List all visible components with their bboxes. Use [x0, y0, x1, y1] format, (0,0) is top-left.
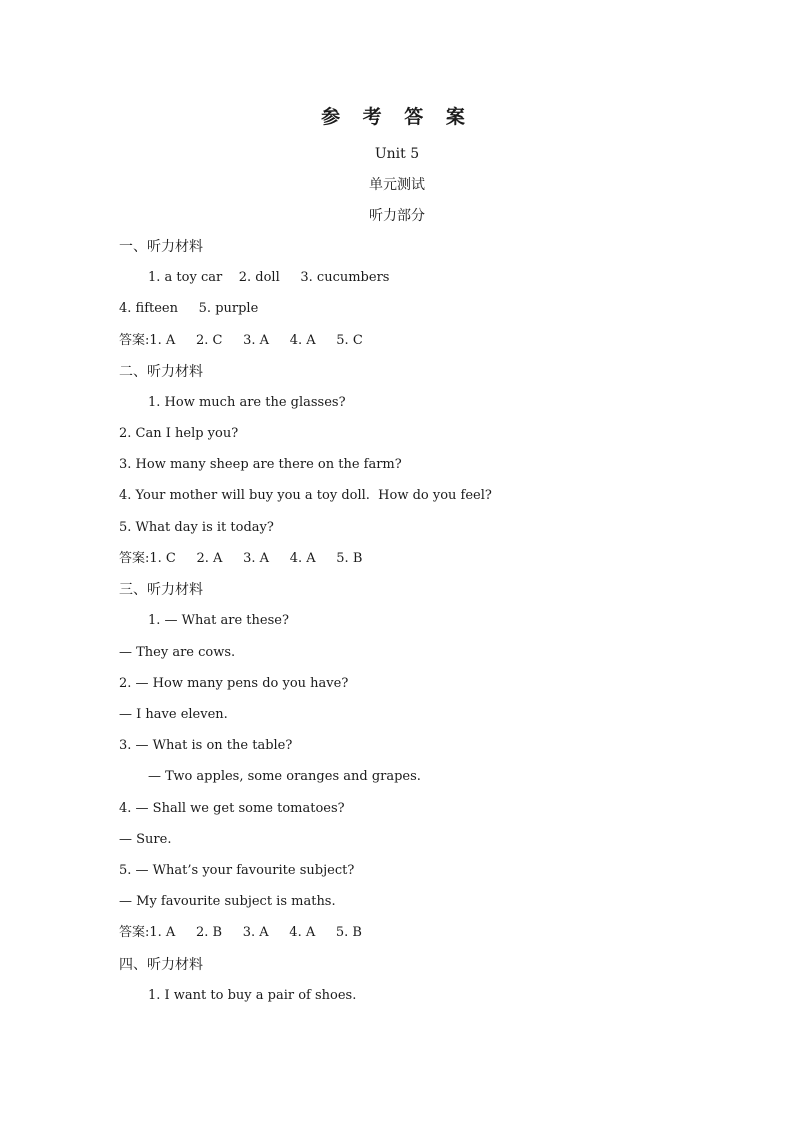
content-line: — My favourite subject is maths.: [119, 894, 336, 909]
answer-line: 答案:1. C 2. A 3. A 4. A 5. B: [119, 551, 363, 566]
section-4-heading: 四、听力材料: [119, 957, 203, 973]
content-line: 4. — Shall we get some tomatoes?: [119, 801, 345, 816]
page-title: 参 考 答 案: [321, 106, 473, 128]
content-line: — They are cows.: [119, 645, 236, 660]
content-line: — Sure.: [119, 832, 172, 847]
content-line: 4. Your mother will buy you a toy doll. How do you feel?: [119, 488, 492, 503]
unit-label: Unit 5: [374, 146, 420, 162]
answer-line: 答案:1. A 2. B 3. A 4. A 5. B: [119, 925, 362, 940]
section-2-heading: 二、听力材料: [119, 364, 203, 380]
content-line: 5. What day is it today?: [119, 520, 274, 535]
test-name: 单元测试: [369, 177, 425, 193]
content-line: 5. — What’s your favourite subject?: [119, 863, 355, 878]
content-line: 2. — How many pens do you have?: [119, 676, 349, 691]
section-1-heading: 一、听力材料: [119, 239, 203, 255]
content-line: 1. — What are these?: [148, 613, 289, 628]
answer-line: 答案:1. A 2. C 3. A 4. A 5. C: [119, 333, 363, 348]
content-line: 3. How many sheep are there on the farm?: [119, 457, 402, 472]
content-line: 1. a toy car 2. doll 3. cucumbers: [148, 270, 390, 285]
content-line: 4. fifteen 5. purple: [119, 301, 259, 316]
section-3-heading: 三、听力材料: [119, 582, 203, 598]
content-line: — I have eleven.: [119, 707, 228, 722]
content-line: 1. How much are the glasses?: [148, 395, 346, 410]
content-line: 2. Can I help you?: [119, 426, 239, 441]
part-name: 听力部分: [369, 208, 425, 224]
content-line: 1. I want to buy a pair of shoes.: [148, 988, 357, 1003]
content-line: — Two apples, some oranges and grapes.: [148, 769, 421, 784]
content-line: 3. — What is on the table?: [119, 738, 293, 753]
